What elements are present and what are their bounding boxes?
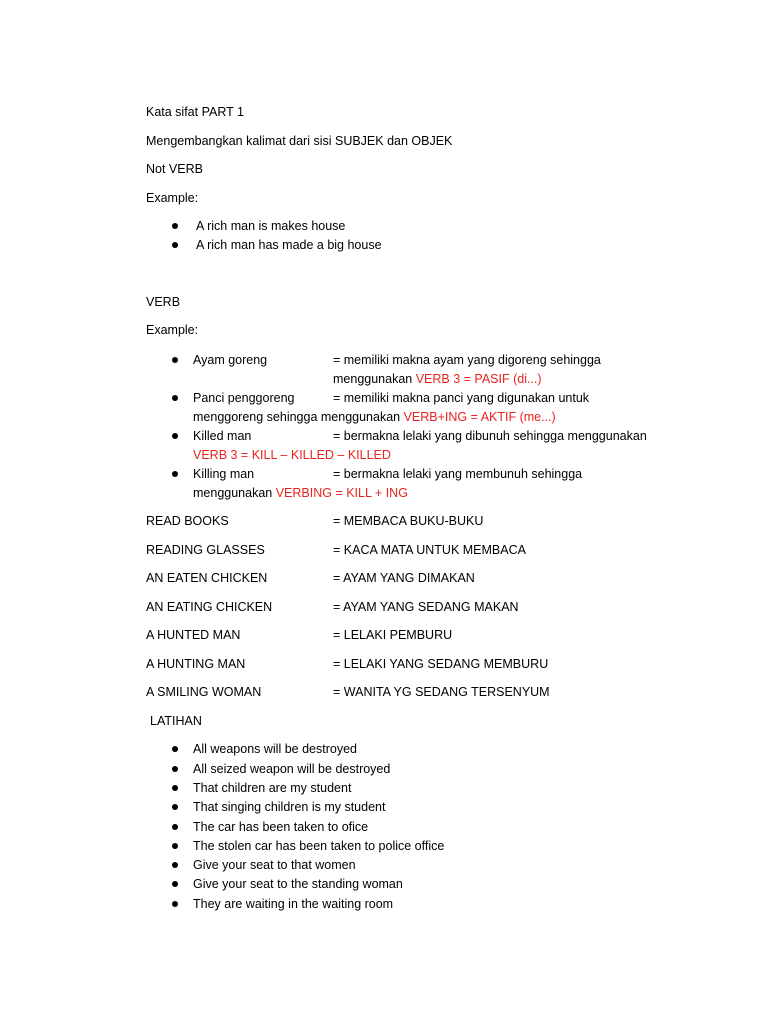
bullet-icon: [172, 862, 178, 868]
verb-item-cont-1: menggunakan VERB 3 = PASIF (di...): [333, 372, 542, 386]
pair-id-3: = AYAM YANG DIMAKAN: [333, 571, 475, 585]
pair-id-7: = WANITA YG SEDANG TERSENYUM: [333, 685, 550, 699]
bullet-icon: [172, 433, 178, 439]
pair-en-2: READING GLASSES: [146, 543, 265, 557]
verb-item-def-3: = bermakna lelaki yang dibunuh sehingga menggunakan: [333, 429, 647, 443]
verb-item-term-2: Panci penggoreng: [193, 391, 295, 405]
example-label-1: Example:: [146, 191, 199, 205]
not-verb-example-1: A rich man is makes house: [196, 219, 346, 233]
doc-title: Kata sifat PART 1: [146, 105, 244, 119]
verb-item-term-1: Ayam goreng: [193, 353, 268, 367]
verb-item-cont-2: menggoreng sehingga menggunakan VERB+ING = AKTIF (me...): [193, 410, 556, 424]
pair-en-3: AN EATEN CHICKEN: [146, 571, 268, 585]
verb-item-highlight-4: VERBING = KILL + ING: [275, 486, 408, 500]
pair-id-5: = LELAKI PEMBURU: [333, 628, 453, 642]
example-label-2: Example:: [146, 323, 199, 337]
latihan-item-9: They are waiting in the waiting room: [193, 897, 394, 911]
not-verb-example-2: A rich man has made a big house: [196, 238, 382, 252]
bullet-icon: [172, 785, 178, 791]
verb-item-highlight-3: VERB 3 = KILL – KILLED – KILLED: [193, 448, 391, 462]
pair-en-6: A HUNTING MAN: [146, 657, 246, 671]
verb-item-def-4: = bermakna lelaki yang membunuh sehingga: [333, 467, 583, 481]
verb-item-term-4: Killing man: [193, 467, 255, 481]
bullet-icon: [172, 804, 178, 810]
latihan-item-1: All weapons will be destroyed: [193, 742, 357, 756]
pair-en-1: READ BOOKS: [146, 514, 229, 528]
doc-subtitle: Mengembangkan kalimat dari sisi SUBJEK dan OBJEK: [146, 134, 453, 148]
bullet-icon: [172, 395, 178, 401]
verb-heading: VERB: [146, 295, 181, 309]
bullet-icon: [172, 824, 178, 830]
latihan-item-4: That singing children is my student: [193, 800, 386, 814]
pair-en-7: A SMILING WOMAN: [146, 685, 262, 699]
bullet-icon: [172, 471, 178, 477]
verb-item-term-3: Killed man: [193, 429, 252, 443]
pair-en-5: A HUNTED MAN: [146, 628, 241, 642]
pair-id-2: = KACA MATA UNTUK MEMBACA: [333, 543, 526, 557]
bullet-icon: [172, 357, 178, 363]
verb-item-cont-4: menggunakan VERBING = KILL + ING: [193, 486, 408, 500]
latihan-item-5: The car has been taken to ofice: [193, 820, 369, 834]
bullet-icon: [172, 881, 178, 887]
verb-item-def-1: = memiliki makna ayam yang digoreng sehingga: [333, 353, 601, 367]
not-verb-heading: Not VERB: [146, 162, 203, 176]
bullet-icon: [172, 843, 178, 849]
bullet-icon: [172, 901, 178, 907]
latihan-item-7: Give your seat to that women: [193, 858, 356, 872]
bullet-icon: [172, 766, 178, 772]
latihan-item-6: The stolen car has been taken to police office: [193, 839, 445, 853]
latihan-item-3: That children are my student: [193, 781, 352, 795]
bullet-icon: [172, 242, 178, 248]
verb-item-highlight-1: VERB 3 = PASIF (di...): [415, 372, 542, 386]
bullet-icon: [172, 746, 178, 752]
latihan-heading: LATIHAN: [150, 714, 202, 728]
latihan-item-8: Give your seat to the standing woman: [193, 877, 403, 891]
pair-en-4: AN EATING CHICKEN: [146, 600, 273, 614]
verb-item-def-2: = memiliki makna panci yang digunakan untuk: [333, 391, 590, 405]
pair-id-6: = LELAKI YANG SEDANG MEMBURU: [333, 657, 549, 671]
pair-id-4: = AYAM YANG SEDANG MAKAN: [333, 600, 519, 614]
pair-id-1: = MEMBACA BUKU-BUKU: [333, 514, 484, 528]
verb-item-cont-3: [193, 447, 391, 463]
verb-item-highlight-2: VERB+ING = AKTIF (me...): [403, 410, 556, 424]
latihan-item-2: All seized weapon will be destroyed: [193, 762, 391, 776]
bullet-icon: [172, 223, 178, 229]
